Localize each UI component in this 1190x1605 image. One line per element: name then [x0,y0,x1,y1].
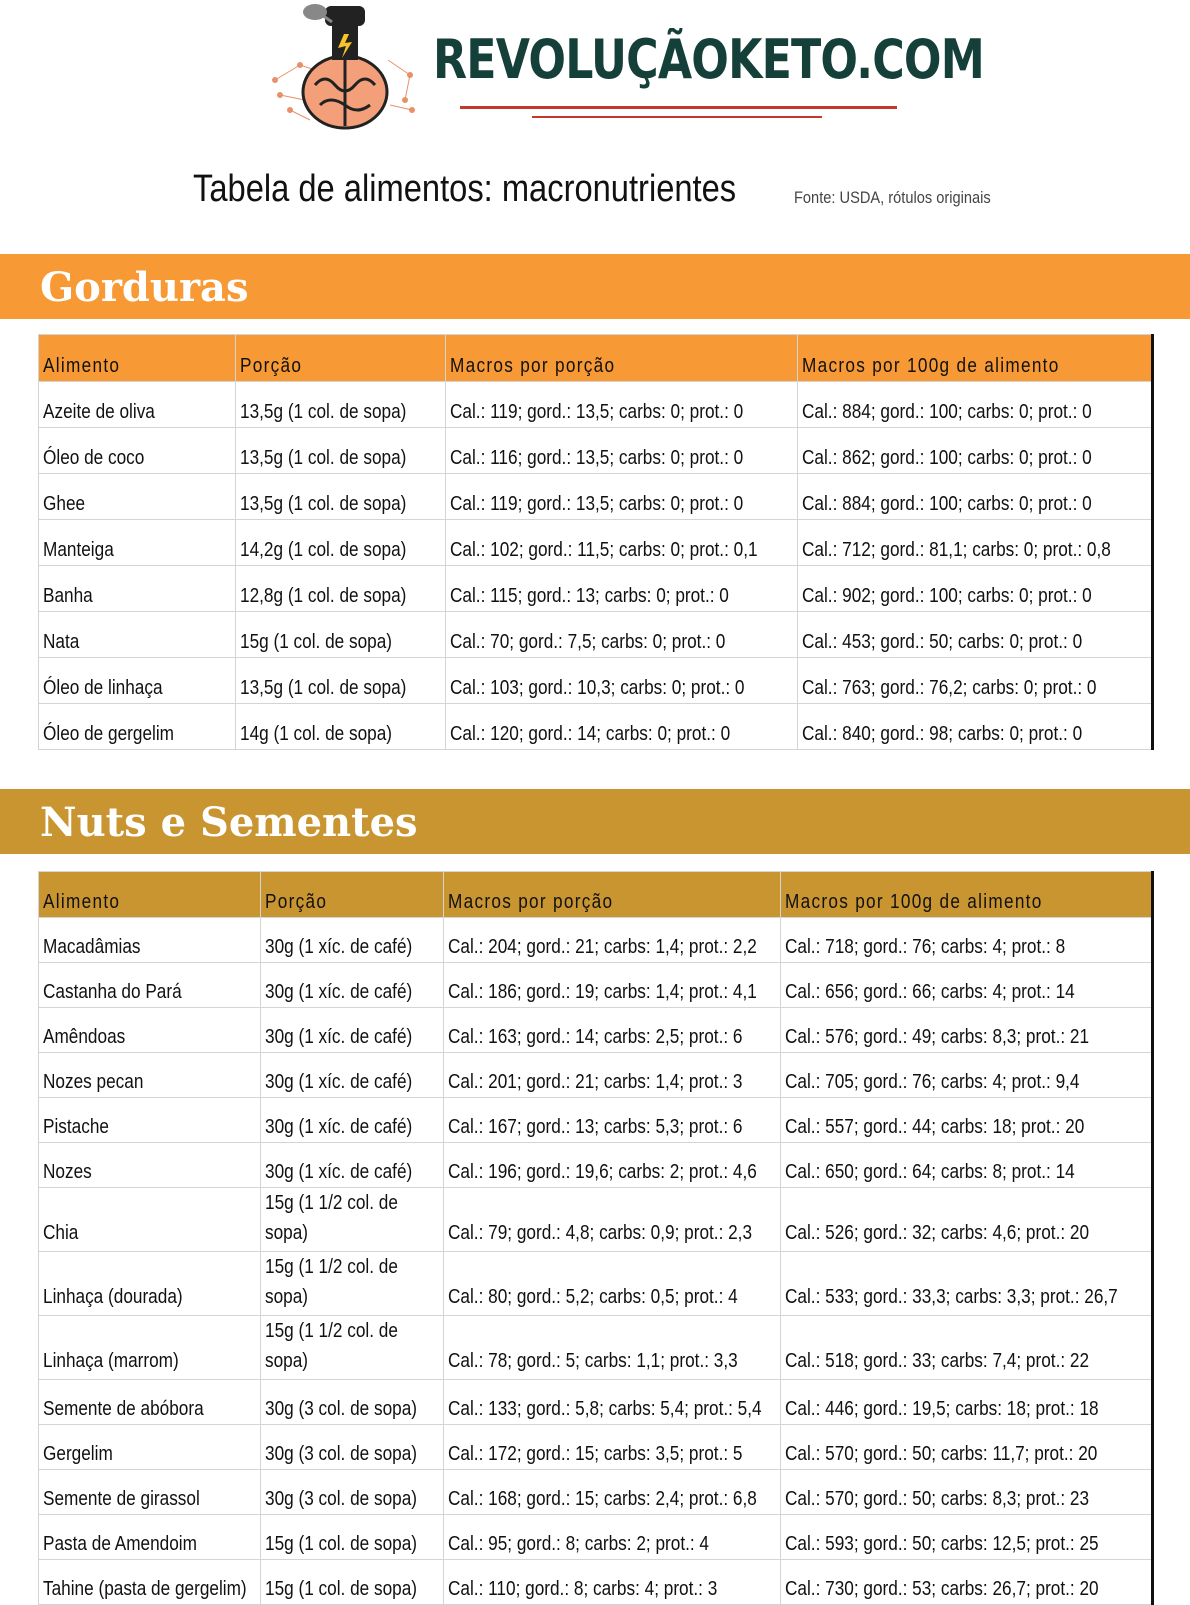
table-cell: Cal.: 656; gord.: 66; carbs: 4; prot.: 14 [781,963,1153,1008]
table-cell: Semente de abóbora [39,1380,261,1425]
source-note: Fonte: USDA, rótulos originais [794,188,991,207]
table-cell: Cal.: 862; gord.: 100; carbs: 0; prot.: 0 [798,428,1153,474]
table-cell: Nata [39,612,236,658]
table-cell: Óleo de linhaça [39,658,236,704]
table-cell: Cal.: 526; gord.: 32; carbs: 4,6; prot.: 20 [781,1188,1153,1252]
table-cell: Cal.: 884; gord.: 100; carbs: 0; prot.: 0 [798,474,1153,520]
column-header: Porção [236,335,446,382]
table-row [39,612,1153,658]
table-cell: Cal.: 79; gord.: 4,8; carbs: 0,9; prot.: 2,3 [444,1188,781,1252]
table-cell: Cal.: 201; gord.: 21; carbs: 1,4; prot.: 3 [444,1053,781,1098]
table-row [39,1425,1153,1470]
column-header: Macros por 100g de alimento [798,335,1153,382]
table-cell: Cal.: 70; gord.: 7,5; carbs: 0; prot.: 0 [446,612,798,658]
table-row [39,704,1153,750]
table-cell: 13,5g (1 col. de sopa) [236,658,446,704]
table-row [39,918,1153,963]
table-cell: Castanha do Pará [39,963,261,1008]
table-cell: Semente de girassol [39,1470,261,1515]
table-cell: Cal.: 102; gord.: 11,5; carbs: 0; prot.: 0,1 [446,520,798,566]
brand-underline-secondary [532,116,822,118]
table-cell: Azeite de oliva [39,382,236,428]
table-row [39,1008,1153,1053]
table-cell: Cal.: 718; gord.: 76; carbs: 4; prot.: 8 [781,918,1153,963]
table-cell: Cal.: 593; gord.: 50; carbs: 12,5; prot.: 25 [781,1515,1153,1560]
table-cell: Cal.: 840; gord.: 98; carbs: 0; prot.: 0 [798,704,1153,750]
table-cell: Cal.: 133; gord.: 5,8; carbs: 5,4; prot.: 5,4 [444,1380,781,1425]
brand-underline [460,106,897,109]
table-cell: Cal.: 533; gord.: 33,3; carbs: 3,3; prot.: 26,7 [781,1252,1153,1316]
fats-table [38,334,1154,750]
table-row [39,566,1153,612]
table-cell: Cal.: 172; gord.: 15; carbs: 3,5; prot.: 5 [444,1425,781,1470]
table-cell: 30g (3 col. de sopa) [261,1425,444,1470]
table-cell: Cal.: 115; gord.: 13; carbs: 0; prot.: 0 [446,566,798,612]
table-cell: Cal.: 163; gord.: 14; carbs: 2,5; prot.: 6 [444,1008,781,1053]
table-cell: Cal.: 446; gord.: 19,5; carbs: 18; prot.: 18 [781,1380,1153,1425]
table-cell: 30g (1 xíc. de café) [261,1143,444,1188]
table-cell: 30g (1 xíc. de café) [261,963,444,1008]
table-row [39,1380,1153,1425]
table-cell: Cal.: 110; gord.: 8; carbs: 4; prot.: 3 [444,1560,781,1605]
table-row [39,963,1153,1008]
table-cell: Cal.: 119; gord.: 13,5; carbs: 0; prot.: 0 [446,382,798,428]
table-row [39,474,1153,520]
table-cell: 13,5g (1 col. de sopa) [236,428,446,474]
table-row [39,1316,1153,1380]
table-cell: 15g (1 col. de sopa) [236,612,446,658]
table-cell: 15g (1 1/2 col. de sopa) [261,1252,444,1316]
table-cell: Cal.: 884; gord.: 100; carbs: 0; prot.: 0 [798,382,1153,428]
section-title-fats: Gorduras [40,264,249,311]
table-cell: Banha [39,566,236,612]
table-cell: Cal.: 712; gord.: 81,1; carbs: 0; prot.: 0,8 [798,520,1153,566]
column-header: Porção [261,872,444,918]
table-cell: Nozes pecan [39,1053,261,1098]
column-header: Macros por porção [446,335,798,382]
table-cell: 12,8g (1 col. de sopa) [236,566,446,612]
table-cell: 30g (1 xíc. de café) [261,1053,444,1098]
table-cell: Cal.: 570; gord.: 50; carbs: 11,7; prot.: 20 [781,1425,1153,1470]
table-row [39,658,1153,704]
table-cell: Cal.: 95; gord.: 8; carbs: 2; prot.: 4 [444,1515,781,1560]
table-cell: Tahine (pasta de gergelim) [39,1560,261,1605]
table-cell: Gergelim [39,1425,261,1470]
table-header-row [39,872,1153,918]
column-header: Alimento [39,872,261,918]
table-row [39,1252,1153,1316]
table-cell: Cal.: 120; gord.: 14; carbs: 0; prot.: 0 [446,704,798,750]
table-cell: Cal.: 116; gord.: 13,5; carbs: 0; prot.: 0 [446,428,798,474]
table-cell: Cal.: 80; gord.: 5,2; carbs: 0,5; prot.: 4 [444,1252,781,1316]
section-header-fats [0,254,1190,319]
table-cell: 13,5g (1 col. de sopa) [236,382,446,428]
table-cell: Cal.: 103; gord.: 10,3; carbs: 0; prot.: 0 [446,658,798,704]
page-title: Tabela de alimentos: macronutrientes [193,168,737,210]
table-cell: Cal.: 119; gord.: 13,5; carbs: 0; prot.: 0 [446,474,798,520]
table-row [39,1515,1153,1560]
table-cell: 14,2g (1 col. de sopa) [236,520,446,566]
nuts-table [38,871,1154,1605]
table-cell: Pistache [39,1098,261,1143]
table-cell: 14g (1 col. de sopa) [236,704,446,750]
table-cell: Cal.: 78; gord.: 5; carbs: 1,1; prot.: 3,3 [444,1316,781,1380]
table-cell: Cal.: 167; gord.: 13; carbs: 5,3; prot.: 6 [444,1098,781,1143]
table-row [39,520,1153,566]
brain-fist-logo-icon [270,0,420,135]
table-cell: Cal.: 730; gord.: 53; carbs: 26,7; prot.: 20 [781,1560,1153,1605]
table-row [39,1053,1153,1098]
table-cell: Cal.: 763; gord.: 76,2; carbs: 0; prot.: 0 [798,658,1153,704]
table-cell: 30g (3 col. de sopa) [261,1380,444,1425]
table-cell: Cal.: 650; gord.: 64; carbs: 8; prot.: 14 [781,1143,1153,1188]
table-row [39,1098,1153,1143]
table-cell: Cal.: 168; gord.: 15; carbs: 2,4; prot.: 6,8 [444,1470,781,1515]
table-cell: Cal.: 705; gord.: 76; carbs: 4; prot.: 9,4 [781,1053,1153,1098]
table-cell: Cal.: 196; gord.: 19,6; carbs: 2; prot.: 4,6 [444,1143,781,1188]
table-cell: Manteiga [39,520,236,566]
table-cell: Cal.: 518; gord.: 33; carbs: 7,4; prot.: 22 [781,1316,1153,1380]
table-cell: Cal.: 453; gord.: 50; carbs: 0; prot.: 0 [798,612,1153,658]
table-cell: Cal.: 204; gord.: 21; carbs: 1,4; prot.: 2,2 [444,918,781,963]
table-cell: 15g (1 col. de sopa) [261,1560,444,1605]
logo-header [0,0,1190,140]
table-cell: Amêndoas [39,1008,261,1053]
table-cell: 15g (1 col. de sopa) [261,1515,444,1560]
section-title-nuts: Nuts e Sementes [40,799,418,846]
table-cell: Ghee [39,474,236,520]
table-row [39,428,1153,474]
table-cell: Cal.: 557; gord.: 44; carbs: 18; prot.: 20 [781,1098,1153,1143]
table-cell: Pasta de Amendoim [39,1515,261,1560]
table-cell: 15g (1 1/2 col. de sopa) [261,1188,444,1252]
column-header: Macros por 100g de alimento [781,872,1153,918]
table-cell: Cal.: 186; gord.: 19; carbs: 1,4; prot.: 4,1 [444,963,781,1008]
table-cell: 30g (3 col. de sopa) [261,1470,444,1515]
table-cell: Óleo de gergelim [39,704,236,750]
table-cell: Linhaça (marrom) [39,1316,261,1380]
table-row [39,382,1153,428]
table-row [39,1188,1153,1252]
table-cell: Linhaça (dourada) [39,1252,261,1316]
table-cell: Chia [39,1188,261,1252]
table-cell: Nozes [39,1143,261,1188]
column-header: Macros por porção [444,872,781,918]
table-cell: 13,5g (1 col. de sopa) [236,474,446,520]
table-cell: 30g (1 xíc. de café) [261,1008,444,1053]
table-row [39,1470,1153,1515]
column-header: Alimento [39,335,236,382]
table-header-row [39,335,1153,382]
table-cell: Óleo de coco [39,428,236,474]
table-row [39,1143,1153,1188]
table-cell: Cal.: 902; gord.: 100; carbs: 0; prot.: 0 [798,566,1153,612]
table-cell: 15g (1 1/2 col. de sopa) [261,1316,444,1380]
brand-name: REVOLUÇÃOKETO.COM [433,28,985,91]
table-cell: Cal.: 570; gord.: 50; carbs: 8,3; prot.: 23 [781,1470,1153,1515]
table-cell: Macadâmias [39,918,261,963]
table-cell: 30g (1 xíc. de café) [261,1098,444,1143]
table-cell: Cal.: 576; gord.: 49; carbs: 8,3; prot.: 21 [781,1008,1153,1053]
section-header-nuts [0,789,1190,854]
table-cell: 30g (1 xíc. de café) [261,918,444,963]
